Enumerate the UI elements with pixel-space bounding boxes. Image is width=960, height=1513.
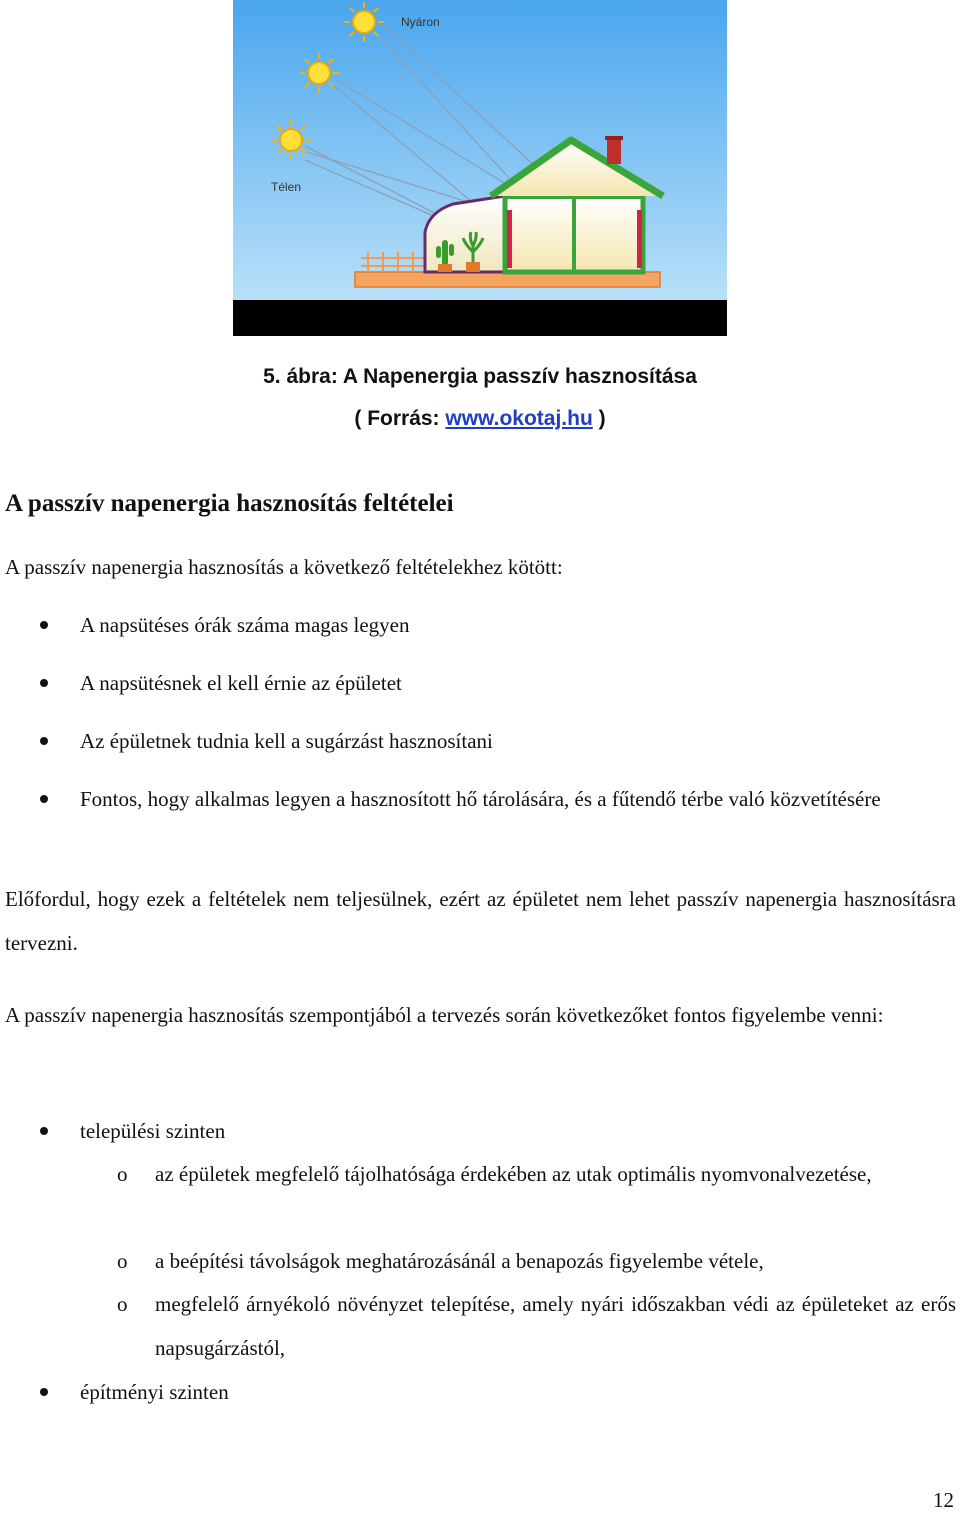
- sub-bullet-marker: o: [117, 1292, 128, 1316]
- level-settlement: települési szinten: [80, 1119, 226, 1143]
- page-number: 12: [933, 1488, 954, 1512]
- bullet-marker: [40, 679, 52, 691]
- winter-sun-icon: [271, 120, 311, 160]
- level-building: építményi szinten: [80, 1380, 229, 1404]
- passive-solar-illustration: [233, 0, 727, 336]
- settlement-subitem: megfelelő árnyékoló növényzet telepítése, amely nyári időszakban védi az épületeket az erős napsugárzástól,: [155, 1292, 956, 1360]
- paragraph-2: A passzív napenergia hasznosítás szempontjából a tervezés során következőket fontos figyelembe venni:: [5, 1003, 884, 1027]
- summer-label: Nyáron: [401, 15, 440, 29]
- sub-bullet-marker: o: [117, 1162, 128, 1186]
- bullet-marker: [40, 1127, 52, 1139]
- bullet-marker: [40, 737, 52, 749]
- section-heading: A passzív napenergia hasznosítás feltételei: [5, 490, 454, 517]
- settlement-subitem: a beépítési távolságok meghatározásánál a benapozás figyelembe vétele,: [155, 1249, 764, 1273]
- paragraph-1: Előfordul, hogy ezek a feltételek nem teljesülnek, ezért az épületet nem lehet passzív napenergia hasznosításra tervezni.: [5, 887, 956, 955]
- thermal-mass-wall-right: [637, 210, 642, 268]
- source-suffix: ): [592, 407, 606, 430]
- condition-item: Az épületnek tudnia kell a sugárzást hasznosítani: [80, 729, 493, 753]
- figure-caption-source: [0, 407, 960, 431]
- source-link[interactable]: www.okotaj.hu: [445, 407, 593, 430]
- thermal-mass-wall: [507, 210, 512, 268]
- chimney: [607, 138, 621, 164]
- bullet-marker: [40, 621, 52, 633]
- source-prefix: ( Forrás:: [354, 407, 446, 430]
- summer-sun-icon: [344, 2, 384, 42]
- sub-bullet-marker: o: [117, 1249, 128, 1273]
- figure-caption-title: 5. ábra: A Napenergia passzív hasznosítása: [263, 365, 697, 388]
- intro-paragraph: A passzív napenergia hasznosítás a következő feltételekhez kötött:: [5, 555, 563, 579]
- mid-season-sun-icon: [299, 53, 339, 93]
- settlement-subitem: az épületek megfelelő tájolhatósága érdekében az utak optimális nyomvonalvezetése,: [155, 1162, 872, 1186]
- winter-label: Télen: [271, 180, 302, 194]
- condition-item: A napsütéses órák száma magas legyen: [80, 613, 410, 637]
- bullet-marker: [40, 795, 52, 807]
- condition-item: Fontos, hogy alkalmas legyen a hasznosított hő tárolására, és a fűtendő térbe való közvetítésére: [80, 787, 881, 811]
- condition-item: A napsütésnek el kell érnie az épületet: [80, 671, 402, 695]
- bullet-marker: [40, 1388, 52, 1400]
